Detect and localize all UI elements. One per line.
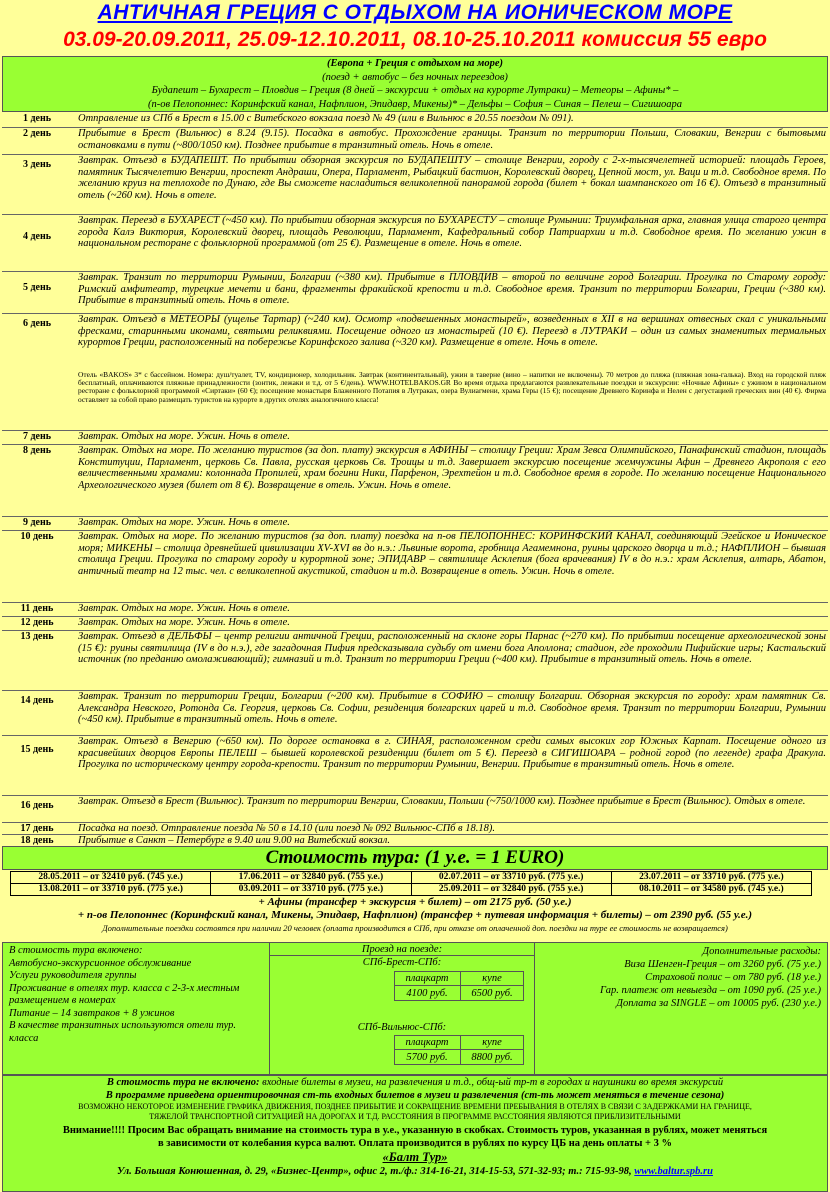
train-fares — [269, 943, 535, 1074]
additional-title: Дополнительные расходы: — [702, 946, 821, 957]
price-title: Стоимость тура: (1 у.е. = 1 EURO) — [2, 846, 828, 870]
schedule-warning-2: ТЯЖЕЛОЙ ТРАНСПОРТНОЙ СИТУАЦИЕЙ НА ДОРОГАХ И Т.Д. РАССТОЯНИЯ В ПРОГРАММЕ РАССТОЯНИЯ ЯВЛЯЮТСЯ ПРИБЛИЗИТЕЛЬНЫМИ — [149, 1112, 681, 1121]
route-subtitle: (Европа + Греция с отдыхом на море) — [327, 58, 503, 69]
day-text: Завтрак. Отъезд в МЕТЕОРЫ (ущелье Тартар) (~240 км). Осмотр «подвешенных монастырей», возведенных в XII в на вершинах отвесных скал с уникальными фресками, старинными иконами, святыми реликвиями. Посещение одного из монастырей (10 €). Переезд в ЛУТРАКИ – один из самых знаменитых термальных курортов Греции, расположенный на побережье Коринфского залива (~320 км). Размещение в отеле. Ночь в отеле. — [78, 314, 826, 349]
attention-note-1: Внимание!!!! Просим Вас обращать внимание на стоимость тура в у.е., указанную в скобках. Стоимость туров, указанная в рублях, может меняться — [62, 1125, 768, 1136]
day-label: 15 день — [20, 744, 54, 755]
day-label: 10 день — [20, 531, 54, 542]
day-label: 16 день — [20, 800, 54, 811]
day-text: Завтрак. Отдых на море. По желанию туристов (за доп. плату) поездка на п-ов ПЕЛОПОННЕС: КОРИНФСКИЙ КАНАЛ, соединяющий Эгейское и Ионическое моря; МИКЕНЫ – столица древнейшей цивилизации XV-XVI вв до н.э.: Львиные ворота, гробница Агамемнона, руины царского дворца и т.д.; НАФПЛИОН – бывшая столица Греции. Прогулка по старому городу и курортной зоне; ЭПИДАВР – святилище Асклепия (бога врачевания) IV в до н.э.: храм Асклепия, алтарь, Абатон, античный театр на 12 тыс. чел. с великолепной акустикой, стадион и т.д. Возвращение в отель. Ужин. Ночь в отеле. — [78, 531, 826, 578]
day-text: Завтрак. Отдых на море. Ужин. Ночь в отеле. — [78, 603, 290, 614]
transport-note: (поезд + автобус – без ночных переездов) — [322, 71, 508, 83]
day-label: 11 день — [20, 603, 54, 614]
fare-header-platzkart: плацкарт — [405, 973, 449, 984]
day-row — [2, 271, 828, 313]
day-row — [2, 127, 828, 154]
day-label: 17 день — [20, 823, 54, 834]
day-row — [2, 602, 828, 616]
price-cell: 13.08.2011 – от 33710 руб. (775 у.е.) — [11, 884, 211, 896]
fare-header-coupe: купе — [482, 973, 502, 984]
day-text: Завтрак. Отдых на море. Ужин. Ночь в отеле. — [78, 431, 290, 442]
excursion-condition: Дополнительные поездки состоятся при наличии 20 человек (оплата производится в СПб, при отказе от оплаченной доп. поездки на туре ее стоимость не возвращается) — [102, 923, 728, 933]
train-route-vilnius: СПб-Вильнюс-СПб: — [357, 1022, 447, 1033]
day-row — [2, 690, 828, 735]
not-included-label: В стоимость тура не включено: — [106, 1077, 260, 1088]
day-row — [2, 444, 828, 516]
hotel-info: Отель «BAKOS» 3* с бассейном. Номера: душ/туалет, TV, кондиционер, холодильник. Завтрак (континентальный), ужин в таверне (вино – напитки не включены). 70 метров до пляжа (пляжная зона-галька). Вход на городской пляж бесплатный, оплачиваются пляжные принадлежности (зонтик, лежаки и т.д. от 5 €/день). WWW.HOTELBAKOS.GR Во время отдыха предлагаются развлекательные поездки и экскурсии: «Ночные Афины» с ужином в национальном ресторане с фольклорной программой «Сиртаки» (60 €); посещение монастыря Блаженного Потапия в Лутраках, озера Вулиагмени, храма Геры (15 €); посещение Древнего Коринфа и Нелен с дегустацией греческих вин (40 €). Фирма оставляет за собой право размещать туристов на курорте в других отелях аналогичного класса! — [78, 371, 826, 404]
header — [0, 0, 830, 56]
footer-notes — [2, 1075, 828, 1192]
price-table — [10, 871, 812, 896]
day-row — [2, 313, 828, 430]
day-row — [2, 530, 828, 602]
day-label: 5 день — [22, 282, 52, 293]
tour-title: АНТИЧНАЯ ГРЕЦИЯ С ОТДЫХОМ НА ИОНИЧЕСКОМ МОРЕ — [97, 1, 733, 24]
day-label: 8 день — [22, 445, 52, 456]
company-name: «Балт Тур» — [382, 1150, 448, 1164]
price-cell: 02.07.2011 – от 33710 руб. (775 у.е.) — [411, 872, 611, 884]
price-cell: 17.06.2011 – от 32840 руб. (755 у.е.) — [211, 872, 411, 884]
included-title: В стоимость тура включено: — [9, 945, 143, 956]
day-row — [2, 616, 828, 630]
day-label: 13 день — [20, 631, 54, 642]
day-row — [2, 630, 828, 690]
day-text: Посадка на поезд. Отправление поезда № 50 в 14.10 (или поезд № 092 Вильнюс-СПб в 18.18). — [78, 823, 495, 834]
day-label: 3 день — [22, 159, 52, 170]
included-item: Услуги руководителя группы — [9, 970, 137, 981]
route-line-2: (п-ов Пелопоннес: Коринфский канал, Нафплион, Эпидавр, Микены)* – Дельфы – София – Синая – Пелеш – Сигишоара — [147, 98, 683, 110]
day-text: Завтрак. Отъезд в Венгрию (~650 км). По дороге остановка в г. СИНАЯ, расположенном среди самых высоких гор Южных Карпат. Посещение одного из красивейших дворцов Европы ПЕЛЕШ – бывшей королевской резиденции (билет от 5 €). Переезд в СИГИШОАРА – родной город (по легенде) графа Дракула. Прогулка по историческому центру города-крепости. Транзит по территории Румынии, Венгрии. Прибытие в транзитный отель. Ночь в отеле. — [78, 736, 826, 771]
day-text: Прибытие в Брест (Вильнюс) в 8.24 (9.15). Посадка в автобус. Прохождение границы. Транзит по территории Польши, Словакии, Венгрии с бытовыми остановками в пути (~800/1050 км). Позднее прибытие в транзитный отель. Ночь в отеле. — [78, 128, 826, 151]
peloponnese-excursion-price: + п-ов Пелопоннес (Коринфский канал, Микены, Эпидавр, Нафплион) (трансфер + путевая информация + билеты) – от 2390 руб. (55 у.е.) — [77, 909, 753, 921]
athens-excursion-price: + Афины (трансфер + экскурсия + билет) – от 2175 руб. (50 у.е.) — [258, 896, 572, 908]
additional-item: Страховой полис – от 780 руб. (18 у.е.) — [645, 972, 821, 983]
day-text: Завтрак. Отъезд в ДЕЛЬФЫ – центр религии античной Греции, расположенный на склоне горы Парнас (~270 км). По прибытии посещение археологической зоны (15 €): руины святилища (IV в до н.э.), где загадочная Пифия предсказывала судьбу от имени бога Аполлона; стадион, где проходили Пифийские игры; Кастальский источник (по преданию омолаживающий); гимназий и т.д. Транзит по территории Греции (~400 км). Прибытие в транзитный отель. Ночь в отеле. — [78, 631, 826, 666]
fare-header-coupe: купе — [482, 1037, 502, 1048]
included-item: Питание – 14 завтраков + 8 ужинов — [9, 1007, 175, 1019]
additional-item: Гар. платеж от невыезда – от 1090 руб. (25 у.е.) — [600, 985, 821, 996]
attention-note-2: в зависимости от колебания курса валют. Оплата производится в рублях по курсу ЦБ на день оплаты + 3 % — [157, 1138, 673, 1149]
route-summary — [2, 56, 828, 112]
included-item: В качестве транзитных используются отели тур. класса — [9, 1020, 236, 1044]
day-row — [2, 795, 828, 822]
day-label: 12 день — [20, 617, 54, 628]
day-text: Завтрак. Отъезд в БУДАПЕШТ. По прибытии обзорная экскурсия по БУДАПЕШТУ – столице Венгрии, городу с 2-х-тысячелетней историей: площадь Героев, памятник Тысячелетию Венгрии, проспект Андраши, Опера, Парламент, Рыбацкий бастион, Королевский дворец, Цепной мост, ул. Ваци и т.д. Свободное время. По желанию круиз на теплоходе по Дунаю, где Вы сможете насладиться великолепной панорамой города (билет + бокал шампанского от 16 €). Отъезд в транзитный отель (~260 км). Ночь в отеле. — [78, 155, 826, 202]
day-text: Завтрак. Транзит по территории Греции, Болгарии (~200 км). Прибытие в СОФИЮ – столицу Болгарии. Обзорная экскурсия по городу: храм памятник Св. Александра Невского, Ротонда Св. Георгия, церковь Св. Софии, резиденция болгарских царей и т.д. Свободное время. Транзит по территории Болгарии, Румынии (~450 км). Прибытие в транзитный отель. Ночь в отеле. — [78, 691, 826, 726]
price-row — [11, 872, 812, 884]
train-title: Проезд на поезде: — [361, 944, 443, 955]
company-address: Ул. Большая Конюшенная, д. 29, «Бизнес-Центр», офис 2, т./ф.: 314-16-21, 314-15-53, 571-32-93; т.: 715-93-98, — [117, 1166, 635, 1177]
day-text: Завтрак. Отдых на море. Ужин. Ночь в отеле. — [78, 617, 290, 628]
website-link[interactable]: www.baltur.spb.ru — [634, 1166, 713, 1177]
price-cell: 08.10.2011 – от 34580 руб. (745 у.е.) — [611, 884, 811, 896]
day-text: Завтрак. Переезд в БУХАРЕСТ (~450 км). По прибытии обзорная экскурсия по БУХАРЕСТУ – столице Румынии: Триумфальная арка, главная улица старого центра города Калэ Виктория, Королевский дворец, площадь Революции, Парламент, Кафедральный собор Патриархии и т.д. Свободное время. По желанию ужин в национальном ресторане с фольклорной программой (от 25 €). Размещение в отеле. Ночь в отеле. — [78, 215, 826, 250]
price-cell: 28.05.2011 – от 32410 руб. (745 у.е.) — [11, 872, 211, 884]
additional-item: Доплата за SINGLE – от 10005 руб. (230 у.е.) — [616, 998, 821, 1009]
route-line-1: Будапешт – Бухарест – Пловдив – Греция (8 дней – экскурсии + отдых на курорте Лутраки) – Метеоры – Афины* – — [151, 85, 679, 96]
day-row — [2, 214, 828, 271]
optional-excursions — [2, 896, 828, 942]
day-text: Завтрак. Отдых на море. По желанию туристов (за доп. плату) экскурсия в АФИНЫ – столицу Греции: Храм Зевса Олимпийского, Панафинский стадион, площадь Конституции, Парламент, церковь Св. Павла, русская церковь Св. Троицы и т.д. Завершает экскурсию посещение жемчужины Афин – Древнего Акрополя с его величественными храмами: колоннада Пропилей, храм богини Ники, Парфенон, Эрехтейон и т.д. Свободное время в городе. По желанию посещение Национального Археологического музея (билет от 8 €). Возвращение в отель. Ужин. Ночь в отеле. — [78, 445, 826, 492]
day-label: 7 день — [22, 431, 52, 442]
not-included-text: входные билеты в музеи, на развлечения и т.д., общ-ый тр-т в городах и наушники во время экскурсий — [259, 1077, 724, 1088]
itinerary — [2, 113, 828, 846]
not-included-note — [3, 1076, 827, 1089]
day-label: 6 день — [22, 318, 52, 329]
day-label: 9 день — [22, 517, 52, 528]
price-cell: 25.09.2011 – от 32840 руб. (755 у.е.) — [411, 884, 611, 896]
fare-vilnius-platzkart: 5700 руб. — [406, 1052, 448, 1063]
day-label: 2 день — [22, 128, 52, 139]
fare-header-platzkart: плацкарт — [405, 1037, 449, 1048]
day-text: Завтрак. Транзит по территории Румынии, Болгарии (~380 км). Прибытие в ПЛОВДИВ – второй по величине город Болгарии. Прогулка по Старому городу: Римский амфитеатр, турецкие мечети и бани, фрагменты фракийской крепости и т.д. Свободное время. Транзит по территории Болгарии, Греции (~380 км). Прибытие в транзитный отель. Ночь в отеле. — [78, 272, 826, 307]
day-row — [2, 834, 828, 846]
included-item: Проживание в отелях тур. класса с 2-3-х местным размещением в номерах — [9, 982, 240, 1006]
price-cell: 23.07.2011 – от 33710 руб. (775 у.е.) — [611, 872, 811, 884]
additional-item: Виза Шенген-Греция – от 3260 руб. (75 у.е.) — [624, 959, 821, 970]
day-row — [2, 113, 828, 127]
day-text: Завтрак. Отдых на море. Ужин. Ночь в отеле. — [78, 517, 290, 528]
day-row — [2, 154, 828, 214]
day-row — [2, 430, 828, 444]
fare-vilnius-coupe: 8800 руб. — [471, 1052, 513, 1063]
approx-prices-note: В программе приведена ориентировочная ст-ть входных билетов в музеи и развлечения (ст-ть может меняться в течение сезона) — [105, 1090, 725, 1101]
day-label: 14 день — [20, 695, 54, 706]
price-cell: 03.09.2011 – от 33710 руб. (775 у.е.) — [211, 884, 411, 896]
day-text: Отправление из СПб в Брест в 15.00 с Витебского вокзала поезд № 49 (или в Вильнюс в 20.55 поездом № 091). — [78, 113, 574, 124]
fare-brest-coupe: 6500 руб. — [471, 988, 513, 999]
day-label: 1 день — [22, 113, 52, 124]
additional-costs — [541, 945, 821, 1010]
day-label: 4 день — [22, 231, 52, 242]
day-label: 18 день — [20, 835, 54, 846]
day-row — [2, 822, 828, 834]
tour-dates: 03.09-20.09.2011, 25.09-12.10.2011, 08.10-25.10.2011 комиссия 55 евро — [63, 28, 767, 51]
fare-brest-platzkart: 4100 руб. — [406, 988, 448, 999]
day-text: Прибытие в Санкт – Петербург в 9.40 или 9.00 на Витебский вокзал. — [78, 835, 390, 846]
train-route-brest: СПб-Брест-СПб: — [362, 957, 442, 968]
included-list — [9, 945, 259, 1045]
day-row — [2, 516, 828, 530]
schedule-warning-1: ВОЗМОЖНО НЕКОТОРОЕ ИЗМЕНЕНИЕ ГРАФИКА ДВИЖЕНИЯ, ПОЗДНЕЕ ПРИБЫТИЕ И СОКРАЩЕНИЕ ВРЕМЕНИ ПРЕБЫВАНИЯ В ОТЕЛЯХ В СВЯЗИ С ЗАДЕРЖКАМИ НА ГРАНИЦЕ, — [78, 1102, 752, 1111]
included-item: Автобусно-экскурсионное обслуживание — [9, 957, 192, 969]
price-details — [2, 942, 828, 1075]
price-row — [11, 884, 812, 896]
day-text: Завтрак. Отъезд в Брест (Вильнюс). Транзит по территории Венгрии, Словакии, Польши (~750/1000 км). Позднее прибытие в Брест (Вильнюс). Отдых в отеле. — [78, 796, 806, 807]
company-contacts — [3, 1165, 827, 1178]
day-row — [2, 735, 828, 795]
